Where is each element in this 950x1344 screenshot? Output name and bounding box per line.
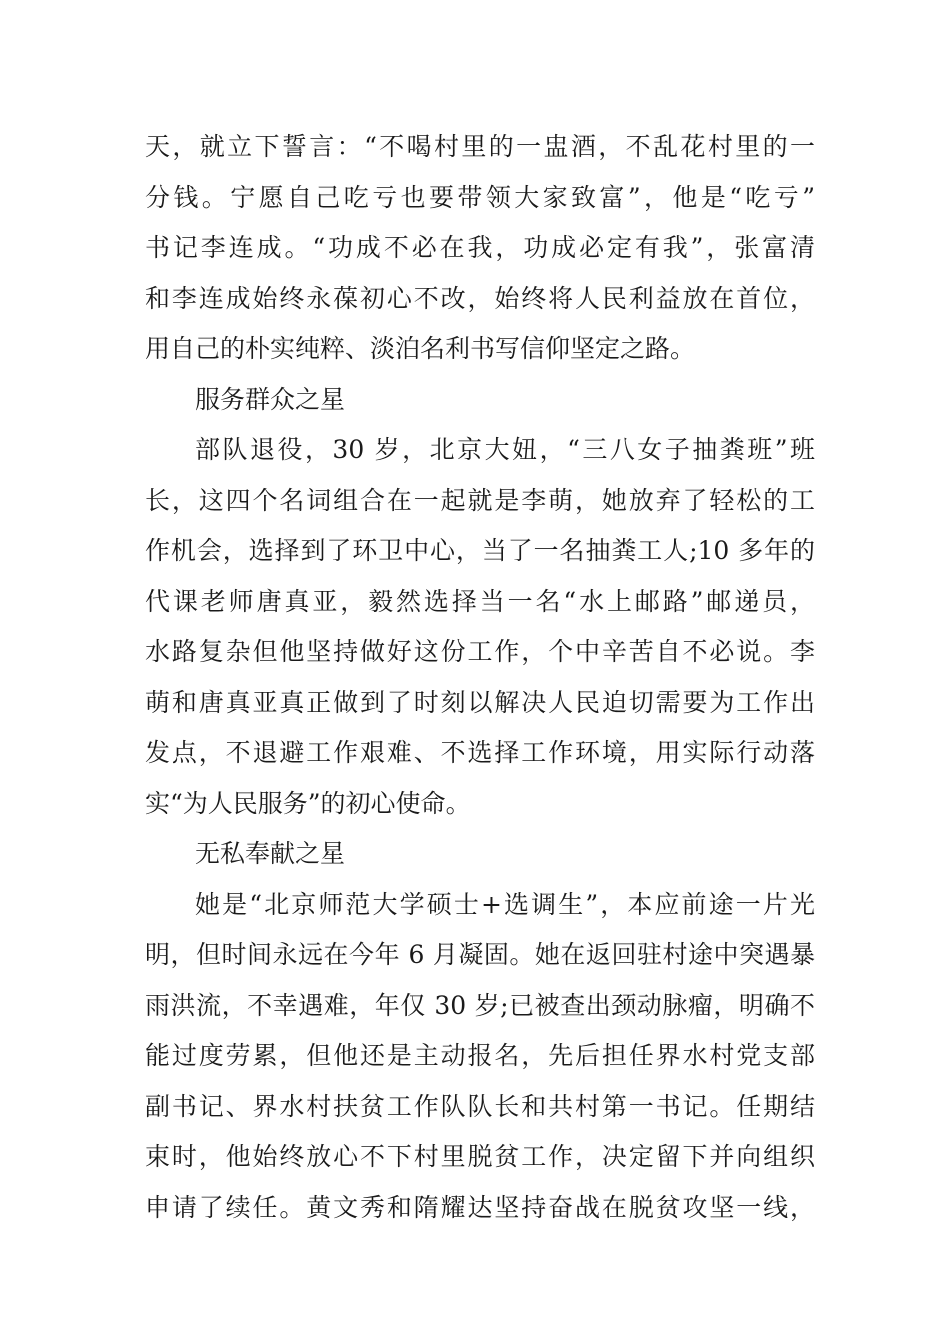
text-line: 部队退役，30 岁，北京大妞，“三八女子抽粪班”班 [195, 435, 815, 464]
section-heading: 服务群众之星 [195, 384, 346, 414]
text-line: 萌和唐真亚真正做到了时刻以解决人民迫切需要为工作出 [145, 687, 815, 717]
text-line: 和李连成始终永葆初心不改，始终将人民利益放在首位， [145, 283, 815, 313]
text-line: 长，这四个名词组合在一起就是李萌，她放弃了轻松的工 [145, 485, 815, 515]
text-line: 水路复杂但他坚持做好这份工作，个中辛苦自不必说。李 [145, 637, 815, 666]
paragraph [145, 880, 815, 1234]
text-line: 束时，他始终放心不下村里脱贫工作，决定留下并向组织 [145, 1142, 815, 1171]
text-line: 书记李连成。“功成不必在我，功成必定有我”，张富清 [145, 233, 815, 262]
text-line: 发点，不退避工作艰难、不选择工作环境，用实际行动落 [145, 738, 815, 767]
text-line: 代课老师唐真亚，毅然选择当一名“水上邮路”邮递员， [145, 586, 815, 616]
document-body [145, 122, 815, 1233]
paragraph [145, 425, 815, 829]
paragraph [145, 122, 815, 375]
text-line: 明，但时间永远在今年 6 月凝固。她在返回驻村途中突遇暴 [145, 940, 815, 969]
text-line: 副书记、界水村扶贫工作队队长和共村第一书记。任期结 [145, 1091, 815, 1121]
text-line: 用自己的朴实纯粹、淡泊名利书写信仰坚定之路。 [145, 334, 696, 363]
text-line: 分钱。宁愿自己吃亏也要带领大家致富”，他是“吃亏” [145, 182, 815, 212]
text-line: 雨洪流，不幸遇难，年仅 30 岁;已被查出颈动脉瘤，明确不 [145, 990, 815, 1020]
text-line: 能过度劳累，但他还是主动报名，先后担任界水村党支部 [145, 1041, 815, 1070]
text-line: 她是“北京师范大学硕士+选调生”，本应前途一片光 [195, 889, 815, 919]
section-heading: 无私奉献之星 [195, 839, 346, 868]
text-line: 实“为人民服务”的初心使命。 [145, 788, 471, 818]
text-line: 作机会，选择到了环卫中心，当了一名抽粪工人;10 多年的 [145, 536, 815, 565]
text-line: 天，就立下誓言：“不喝村里的一盅酒，不乱花村里的一 [145, 132, 815, 161]
text-line: 申请了续任。黄文秀和隋耀达坚持奋战在脱贫攻坚一线， [145, 1192, 815, 1222]
